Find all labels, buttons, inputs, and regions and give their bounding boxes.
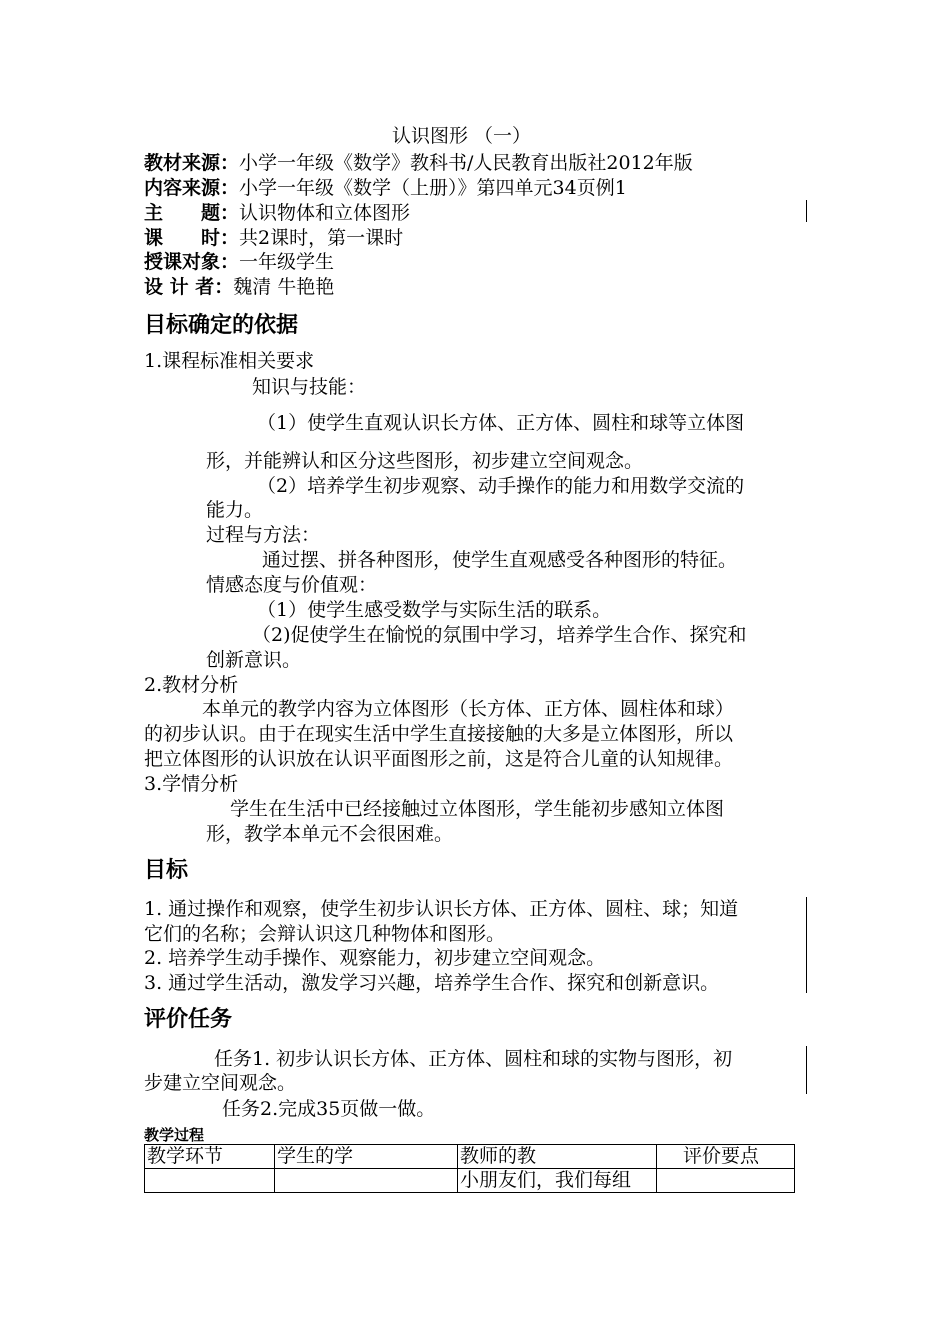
section-heading-evaluation: 评价任务 [144, 1007, 233, 1032]
paragraph-line: 形，教学本单元不会很困难。 [206, 823, 454, 845]
task-line: 步建立空间观念。 [144, 1072, 297, 1094]
paragraph-line: 学生在生活中已经接触过立体图形，学生能初步感知立体图 [230, 798, 725, 820]
paragraph-line: （2）培养学生初步观察、动手操作的能力和用数学交流的 [257, 475, 745, 497]
document-title: 认识图形 （一） [392, 125, 532, 147]
meta-value: 小学一年级《数学（上册）》第四单元34页例1 [239, 177, 627, 199]
paragraph-line: 把立体图形的认识放在认识平面图形之前，这是符合儿童的认知规律。 [144, 748, 734, 770]
margin-mark [806, 200, 807, 222]
meta-value: 认识物体和立体图形 [239, 202, 411, 224]
meta-row-topic [144, 201, 410, 225]
table-cell [275, 1169, 458, 1193]
goal-line: 3. 通过学生活动，激发学习兴趣，培养学生合作、探究和创新意识。 [144, 972, 720, 994]
goal-line: 1. 通过操作和观察，使学生初步认识长方体、正方体、圆柱、球；知道 [144, 898, 739, 920]
header-cell: 教师的教 [458, 1145, 657, 1169]
paragraph-label: 情感态度与价值观： [206, 574, 378, 596]
table-cell [145, 1169, 275, 1193]
header-cell: 评价要点 [657, 1145, 795, 1169]
paragraph-line: 本单元的教学内容为立体图形（长方体、正方体、圆柱体和球） [202, 698, 735, 720]
meta-row-audience [144, 250, 334, 274]
paragraph-line: 创新意识。 [206, 649, 302, 671]
paragraph-line: 通过摆、拼各种图形，使学生直观感受各种图形的特征。 [262, 549, 738, 571]
subsection-title: 3.学情分析 [144, 773, 239, 795]
task-line: 任务2.完成35页做一做。 [222, 1098, 436, 1120]
header-cell: 学生的学 [275, 1145, 458, 1169]
paragraph-label: 过程与方法： [206, 524, 321, 546]
table-cell: 小朋友们，我们每组 [458, 1169, 657, 1193]
margin-mark [806, 897, 807, 993]
margin-mark [806, 1046, 807, 1094]
subsection-title: 2.教材分析 [144, 674, 239, 696]
paragraph-label: 知识与技能： [252, 376, 367, 398]
meta-row-source [144, 151, 693, 175]
meta-label: 主 题： [144, 202, 240, 224]
meta-value: 小学一年级《数学》教科书/人民教育出版社2012年版 [239, 152, 693, 174]
task-line: 任务1. 初步认识长方体、正方体、圆柱和球的实物与图形，初 [214, 1048, 733, 1070]
meta-label: 课 时： [144, 227, 240, 249]
meta-value: 共2课时，第一课时 [239, 227, 404, 249]
table-row [145, 1169, 795, 1193]
paragraph-line: 能力。 [206, 499, 264, 521]
meta-row-designer [144, 275, 334, 299]
meta-value: 魏清 牛艳艳 [233, 276, 335, 298]
meta-label: 内容来源： [144, 177, 240, 199]
goal-line: 2. 培养学生动手操作、观察能力，初步建立空间观念。 [144, 947, 606, 969]
section-heading-basis: 目标确定的依据 [144, 313, 299, 338]
meta-label: 教材来源： [144, 152, 240, 174]
process-heading: 教学过程 [144, 1126, 205, 1144]
meta-label: 设 计 者： [144, 276, 234, 298]
process-table [144, 1144, 795, 1193]
meta-row-content [144, 176, 627, 200]
paragraph-line: （1）使学生直观认识长方体、正方体、圆柱和球等立体图 [257, 412, 745, 434]
section-heading-goals: 目标 [144, 858, 189, 883]
meta-label: 授课对象： [144, 251, 240, 273]
paragraph-line: 的初步认识。由于在现实生活中学生直接接触的大多是立体图形，所以 [144, 723, 734, 745]
paragraph-line: 形，并能辨认和区分这些图形，初步建立空间观念。 [206, 450, 644, 472]
meta-row-hours [144, 226, 403, 250]
paragraph-line: （2)促使学生在愉悦的氛围中学习，培养学生合作、探究和 [252, 624, 747, 646]
paragraph-line: （1）使学生感受数学与实际生活的联系。 [257, 599, 612, 621]
meta-value: 一年级学生 [239, 251, 335, 273]
subsection-title: 1.课程标准相关要求 [144, 350, 315, 372]
header-cell: 教学环节 [145, 1145, 275, 1169]
table-cell [657, 1169, 795, 1193]
goal-line: 它们的名称；会辩认识这几种物体和图形。 [144, 923, 506, 945]
table-header-row [145, 1145, 795, 1169]
